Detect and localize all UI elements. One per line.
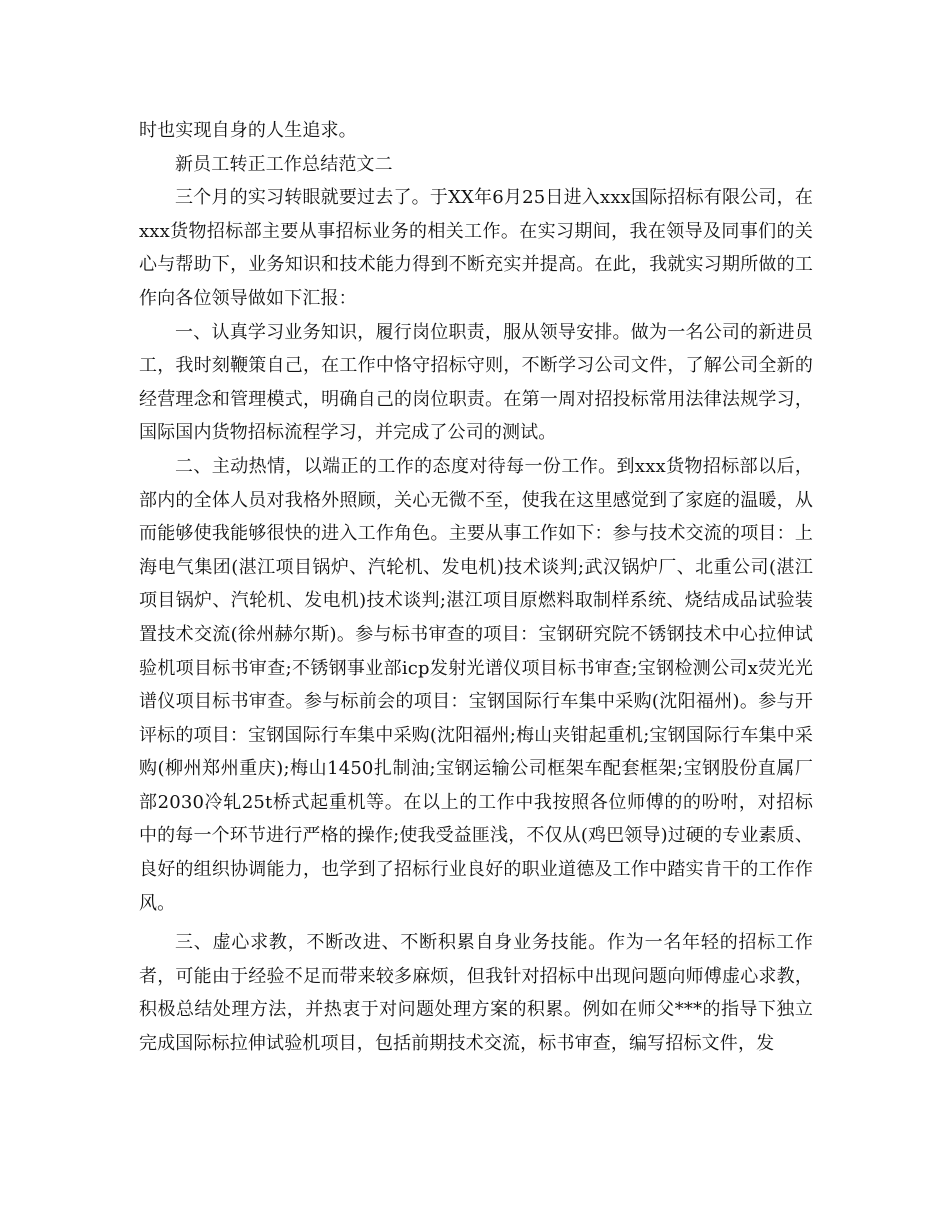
paragraph-continuation: 时也实现自身的人生追求。 <box>139 120 357 141</box>
paragraph-point-two: 二、主动热情，以端正的工作的态度对待每一份工作。到xxx货物招标部以后，部内的全体人员对我格外照顾，关心无微不至，使我在这里感觉到了家庭的温暖，从而能够使我能够很快的进入工作角色。主要从事工作如下：参与技术交流的项目：上海电气集团(湛江项目锅炉、汽轮机、发电机)技术谈判;武汉锅炉厂、北重公司(湛江项目锅炉、汽轮机、发电机)技术谈判;湛江项目原燃料取制样系统、烧结成品试验装置技术交流(徐州赫尔斯)。参与标书审查的项目：宝钢研究院不锈钢技术中心拉伸试验机项目标书审查;不锈钢事业部icp发射光谱仪项目标书审查;宝钢检测公司x荧光光谱仪项目标书审查。参与标前会的项目：宝钢国际行车集中采购(沈阳福州)。参与开评标的项目：宝钢国际行车集中采购(沈阳福州;梅山夹钳起重机;宝钢国际行车集中采购(柳州郑州重庆);梅山1450扎制油;宝钢运输公司框架车配套框架;宝钢股份直属厂部2030冷轧25t桥式起重机等。在以上的工作中我按照各位师傅的的吩咐，对招标中的每一个环节进行严格的操作;使我受益匪浅，不仅从(鸡巴领导)过硬的专业素质、良好的组织协调能力，也学到了招标行业良好的职业道德及工作中踏实肯干的工作作风。 <box>139 455 813 914</box>
document-body <box>139 114 813 1061</box>
paragraph-point-one: 一、认真学习业务知识，履行岗位职责，服从领导安排。做为一名公司的新进员工，我时刻鞭策自己，在工作中恪守招标守则，不断学习公司文件，了解公司全新的经营理念和管理模式，明确自己的岗位职责。在第一周对招投标常用法律法规学习，国际国内货物招标流程学习，并完成了公司的测试。 <box>139 321 813 444</box>
paragraph-intro: 三个月的实习转眼就要过去了。于XX年6月25日进入xxx国际招标有限公司，在xxx货物招标部主要从事招标业务的相关工作。在实习期间，我在领导及同事们的关心与帮助下，业务知识和技术能力得到不断充实并提高。在此，我就实习期所做的工作向各位领导做如下汇报： <box>139 187 813 309</box>
paragraph-point-three: 三、虚心求教，不断改进、不断积累自身业务技能。作为一名年轻的招标工作者，可能由于经验不足而带来较多麻烦，但我针对招标中出现问题向师傅虚心求教，积极总结处理方法，并热衷于对问题处理方案的积累。例如在师父***的指导下独立完成国际标拉伸试验机项目，包括前期技术交流，标书审查，编写招标文件，发 <box>139 932 813 1055</box>
section-heading: 新员工转正工作总结范文二 <box>175 153 393 175</box>
